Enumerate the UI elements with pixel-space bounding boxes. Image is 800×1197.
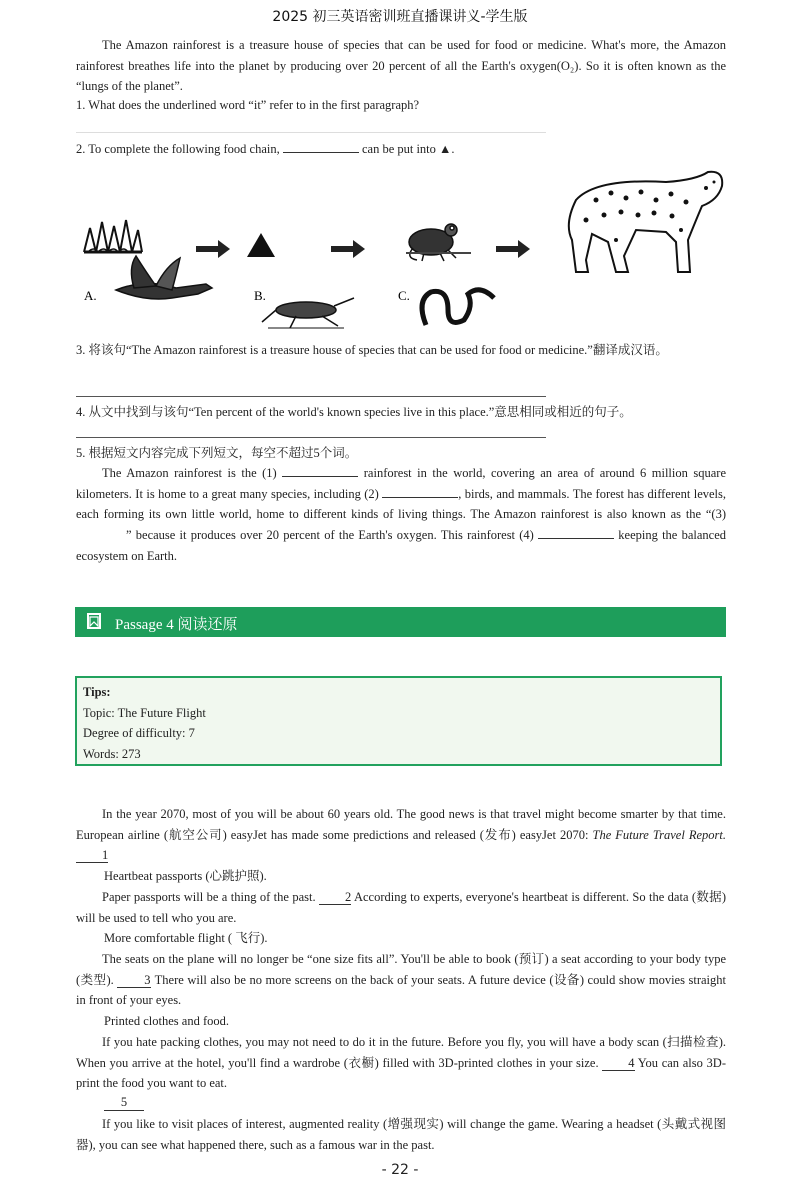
answer-line-4 [76,437,546,438]
passage-text: The seats on the plane will no longer be “one size fits all”. You'll be able to book (预订) a seat according to your body type (类型). [76,952,726,987]
summary-paragraph [76,463,726,567]
option-b-label: B. [254,288,266,303]
question-2-blank [283,140,359,153]
arrow-icon [496,240,530,258]
report-title: The Future Travel Report. [592,827,726,842]
passage-paragraph-3 [76,949,726,1011]
summary-blank-4 [538,526,614,539]
question-2-text: 2. To complete the following food chain, [76,142,280,156]
summary-text: keeping the balanced ecosystem on Earth. [76,528,726,563]
summary-blank-2 [382,485,458,498]
question-2-text-end: can be put into ▲. [361,142,455,156]
tips-words: Words: 273 [83,746,141,761]
food-chain-illustration [76,160,726,335]
leopard-icon [569,172,722,272]
question-1: 1. What does the underlined word “it” refer to in the first paragraph? [76,98,420,112]
summary-text: rainforest in the world, covering an area of around 6 million square kilometers. It is home to a great many species, including (2) [76,466,727,501]
grass-icon [84,220,142,252]
passage-text: If you hate packing clothes, you may not need to do it in the future. Before you fly, you will have a body scan (扫描检查). When you arrive at the hotel, you'll find a wardrobe (衣橱) filled with 3D-printed clothes in your size. [76,1035,726,1070]
summary-text: , birds, and mammals. The forest has different levels, each forming its own little world, home to different kinds of living things. The Amazon rainforest is also known as the “(3) [76,486,727,522]
intro-paragraph: The Amazon rainforest is a treasure house of species that can be used for food or medicine. What's more, the Amazon rainforest breathes life into the planet by producing over 20 percent of all the Earth's oxygen(O₂). So it is often known as the “lungs of the planet”. [76,38,726,94]
question-3: 3. 将该句“The Amazon rainforest is a treasure house of species that can be used for food or medicine.”翻译成汉语。 [76,343,668,357]
passage-paragraph-1 [76,804,726,866]
blank-2: 2 [319,890,351,905]
tips-title: Tips: [83,685,111,699]
banner-title: Passage 4 阅读还原 [115,617,238,633]
answer-line-3 [76,396,546,397]
question-4: 4. 从文中找到与该句“Ten percent of the world's known species live in this place.”意思相同或相近的句子。 [76,405,632,419]
triangle-icon [247,233,275,257]
passage-paragraph-5: If you like to visit places of interest, augmented reality (增强现实) will change the game. Wearing a headset (头戴式视图器), you can see what happened there, such as a famous war in the past. [76,1117,726,1152]
passage-paragraph-2 [76,887,726,928]
snake-icon [422,290,494,325]
frog-icon [406,224,471,261]
summary-blank-1 [282,464,358,477]
question-5: 5. 根据短文内容完成下列短文，每空不超过5个词。 [76,446,358,460]
heading-3: Printed clothes and food. [104,1014,229,1028]
page-number: - 22 - [381,1162,419,1178]
passage-text: Paper passports will be a thing of the past. [102,890,316,904]
passage-text: In the year 2070, most of you will be about 60 years old. The good news is that travel might become smarter by that time. European airline (航空公司) easyJet has made some predictions and released (发布) easyJet 2070: [76,807,726,842]
passage-text: According to experts, everyone's heartbeat is different. So the data (数据) will be used to tell who you are. [76,890,727,925]
heading-2: More comfortable flight ( 飞行). [104,931,268,945]
tips-difficulty: Degree of difficulty: 7 [83,726,195,740]
summary-text: The Amazon rainforest is the (1) [102,466,277,480]
tips-topic: Topic: The Future Flight [83,705,206,720]
blank-4: 4 [602,1056,634,1071]
blank-5: 5 [104,1094,144,1111]
option-c-label: C. [398,288,410,303]
option-a-label: A. [84,288,97,303]
tips-box [75,676,722,766]
summary-text: ” because it produces over 20 percent of the Earth's oxygen. This rainforest (4) [126,528,534,543]
bookmark-icon [87,613,101,629]
arrow-icon [196,240,230,258]
page-header: 2025 初三英语密训班直播课讲义-学生版 [272,9,528,25]
blank-3: 3 [117,973,151,988]
grasshopper-icon [262,298,354,328]
passage-text: There will also be no more screens on the back of your seats. A future device (设备) could show movies straight in front of your eyes. [76,972,727,1008]
question-2 [76,140,455,157]
passage-banner [75,607,726,637]
arrow-icon [331,240,365,258]
heading-1: Heartbeat passports (心跳护照). [104,869,267,883]
passage-paragraph-4 [76,1032,726,1094]
answer-line-1 [76,132,546,133]
eagle-icon [116,256,212,299]
blank-1: 1 [76,848,108,863]
passage-text: You can also 3D-print the food you want to eat. [76,1055,726,1091]
